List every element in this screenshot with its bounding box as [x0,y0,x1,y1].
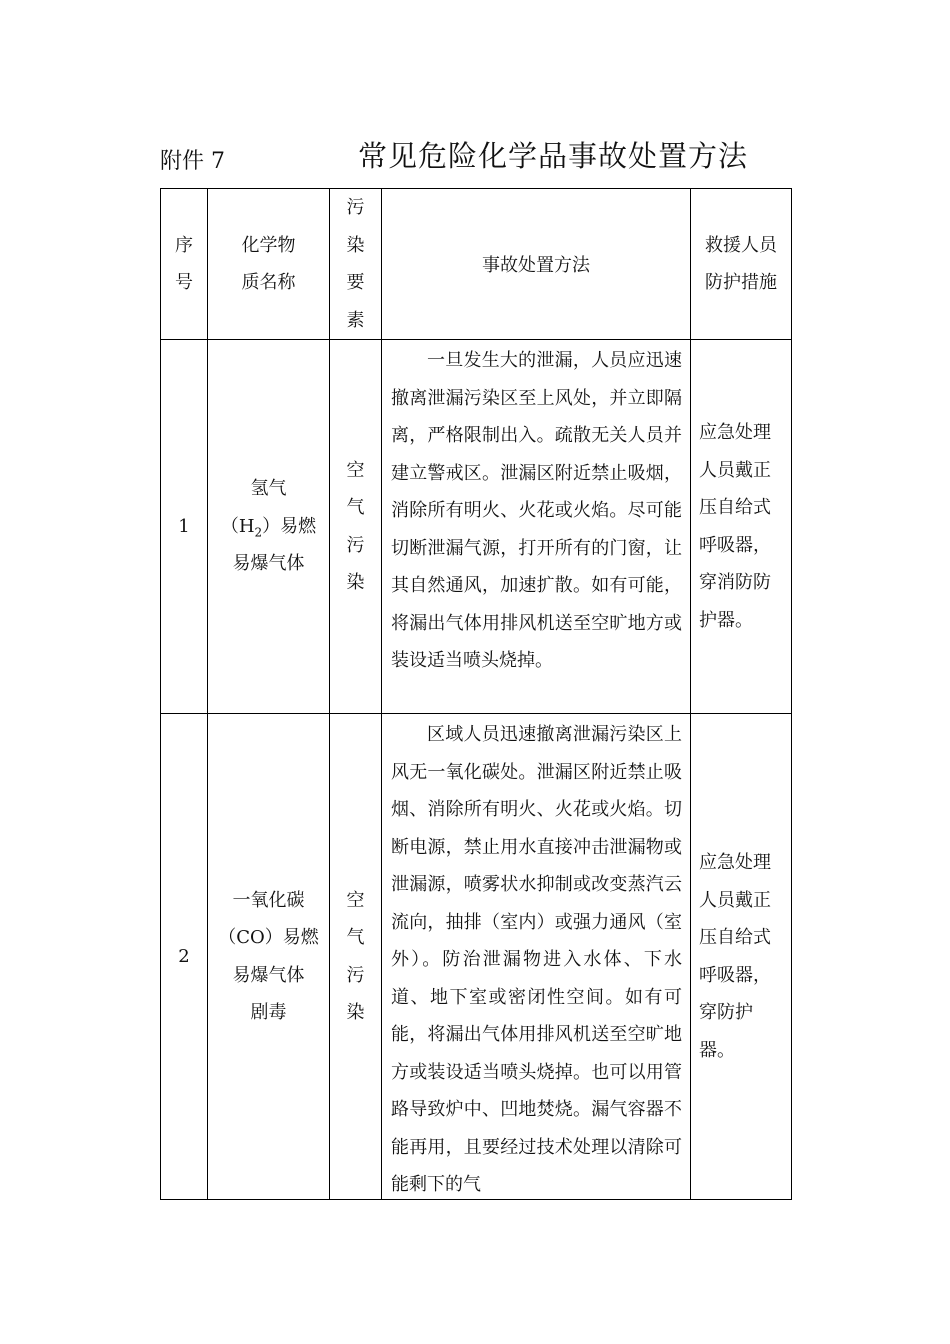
row-chemical-name: 一氧化碳 （CO）易燃 易爆气体 剧毒 [208,714,330,1200]
row-seq: 1 [161,340,208,714]
row-pollution-element: 空 气 污 染 [330,714,382,1200]
row-protection: 应急处理人员戴正压自给式呼吸器，穿消防防护器。 [691,340,792,714]
row-seq: 2 [161,714,208,1200]
hazard-table [160,188,792,1200]
header-pollution-element: 污 染 要 素 [330,189,382,340]
row-handling-method: 一旦发生大的泄漏，人员应迅速撤离泄漏污染区至上风处，并立即隔离，严格限制出入。疏散无关人员并建立警戒区。泄漏区附近禁止吸烟，消除所有明火、火花或火焰。尽可能切断泄漏气源，打开所有的门窗，让其自然通风，加速扩散。如有可能，将漏出气体用排风机送至空旷地方或装设适当喷头烧掉。 [382,340,691,714]
header-seq: 序 号 [161,189,208,340]
row-chemical-name: 氢气 $(H_2)$易燃 易爆气体 [208,340,330,714]
header-handling-method: 事故处置方法 [382,189,691,340]
row-handling-method: 区域人员迅速撤离泄漏污染区上风无一氧化碳处。泄漏区附近禁止吸烟、消除所有明火、火花或火焰。切断电源，禁止用水直接冲击泄漏物或泄漏源，喷雾状水抑制或改变蒸汽云流向，抽排（室内）或强力通风（室外）。防治泄漏物进入水体、下水道、地下室或密闭性空间。如有可能，将漏出气体用排风机送至空旷地方或装设适当喷头烧掉。也可以用管路导致炉中、凹地焚烧。漏气容器不能再用，且要经过技术处理以清除可能剩下的气 [382,714,691,1200]
row-protection: 应急处理人员戴正压自给式呼吸器，穿防护器。 [691,714,792,1200]
header-protection: 救援人员 防护措施 [691,189,792,340]
page-title: 常见危险化学品事故处置方法 [358,139,749,173]
attachment-label: 附件 7 [160,149,225,174]
header-chemical-name: 化学物 质名称 [208,189,330,340]
row-pollution-element: 空 气 污 染 [330,340,382,714]
table-row [161,340,792,714]
table-row [161,714,792,1200]
table-header-row [161,189,792,340]
